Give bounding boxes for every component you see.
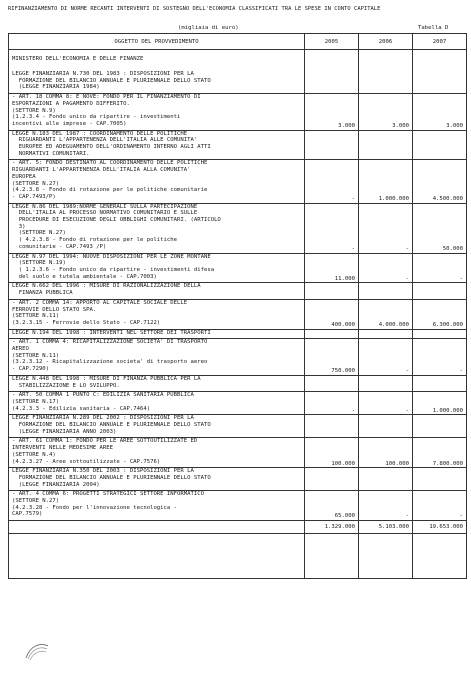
table-row <box>9 71 467 94</box>
row-description: - ART. 18 COMMA 8: E NOVE: FONDO PER IL FINANZIAMENTO DI ESPORTAZIONI A PAGAMENTO DIFFERITO. (SETTORE N.9) (1.2.3.4 - Fondo unico da ripartire - investimenti incentivi alle imprese - CAP.7005) <box>9 94 305 131</box>
table-row <box>9 438 467 468</box>
row-value-2006: 3.000 <box>359 94 413 131</box>
table-row <box>9 253 467 283</box>
row-description: LEGGE FINANZIARIA N.289 DEL 2002 : DISPOSIZIONI PER LA FORMAZIONE DEL BILANCIO ANNUALE E PLURIENNALE DELLO STATO (LEGGE FINANZIARIA ANNO 2003) <box>9 415 305 438</box>
row-value-2007 <box>413 71 467 94</box>
row-value-2007 <box>413 329 467 339</box>
table-body <box>9 50 467 521</box>
column-header-2006: 2006 <box>359 34 413 50</box>
row-value-2006 <box>359 283 413 299</box>
row-value-2005 <box>305 468 359 491</box>
row-description: - ART. 61 COMMA 1: FONDO PER LE AREE SOTTOUTILIZZATE ED INTERVENTI NELLE MEDESIME AREE (SETTORE N.4) (4.2.3.27 - Aree sottoutilizzate - CAP.7576) <box>9 438 305 468</box>
table-row <box>9 491 467 521</box>
row-value-2005: 11.000 <box>305 253 359 283</box>
row-value-2006 <box>359 130 413 160</box>
row-description: LEGGE N.183 DEL 1987 : COORDINAMENTO DELLE POLITICHE RIGUARDANTI L'APPARTENENZA DELL'ITALIA ALLE COMUNITA' EUROPEE ED ADEGUAMENTO DELL'ORDINAMENTO INTERNO AGLI ATTI NORMATIVI COMUNITARI. <box>9 130 305 160</box>
table-row <box>9 203 467 253</box>
table-row <box>9 415 467 438</box>
row-value-2005 <box>305 375 359 391</box>
total-2007: 19.653.000 <box>413 521 467 534</box>
ministry-name: MINISTERO DELL'ECONOMIA E DELLE FINANZE <box>9 50 305 64</box>
row-description: LEGGE N.194 DEL 1998 : INTERVENTI NEL SETTORE DEI TRASPORTI <box>9 329 305 339</box>
page-title: RIFINANZIAMENTO DI NORME RECANTI INTERVENTI DI SOSTEGNO DELL'ECONOMIA CLASSIFICATI TRA LE SPESE IN CONTO CAPITALE <box>8 6 381 12</box>
appropriations-table <box>8 33 467 579</box>
row-value-2005: 3.000 <box>305 94 359 131</box>
row-description: LEGGE N.448 DEL 1998 : MISURE DI FINANZA PUBBLICA PER LA STABILIZZAZIONE E LO SVILUPPO. <box>9 375 305 391</box>
row-value-2006: - <box>359 253 413 283</box>
row-description: LEGGE N.662 DEL 1996 : MISURE DI RAZIONALIZZAZIONE DELLA FINANZA PUBBLICA <box>9 283 305 299</box>
row-value-2007: 6.300.000 <box>413 299 467 329</box>
ministry-row <box>9 50 467 64</box>
row-value-2006: 100.000 <box>359 438 413 468</box>
row-value-2005: - <box>305 160 359 203</box>
table-row <box>9 392 467 415</box>
row-value-2007: 4.500.000 <box>413 160 467 203</box>
table-header-row <box>9 34 467 50</box>
row-description: LEGGE FINANZIARIA N.730 DEL 1983 : DISPOSIZIONI PER LA FORMAZIONE DEL BILANCIO ANNUALE E PLURIENNALE DELLO STATO (LEGGE FINANZIARIA 1984) <box>9 71 305 94</box>
row-description: LEGGE N.97 DEL 1994: NUOVE DISPOSIZIONI PER LE ZONE MONTANE (SETTORE N.19) ( 1.2.3.6 - Fondo unico da ripartire - investimenti difesa del suolo e tutela ambientale - CAP.7003) <box>9 253 305 283</box>
table-footer <box>9 521 467 579</box>
row-value-2005: - <box>305 392 359 415</box>
row-value-2006 <box>359 375 413 391</box>
column-header-2007: 2007 <box>413 34 467 50</box>
row-value-2007 <box>413 468 467 491</box>
row-description: - ART. 1 COMMA 4: RICAPITALIZZAZIONE SOCIETA' DI TRASPORTO AEREO (SETTORE N.11) (3.2.3.12 - Ricapitalizzazione societa' di trasporto aereo - CAP.7290) <box>9 339 305 376</box>
table-row <box>9 468 467 491</box>
row-value-2007 <box>413 130 467 160</box>
row-value-2005: - <box>305 203 359 253</box>
row-value-2006: - <box>359 491 413 521</box>
row-value-2006: 1.000.000 <box>359 160 413 203</box>
row-value-2005 <box>305 415 359 438</box>
row-value-2007: 7.800.000 <box>413 438 467 468</box>
column-header-2005: 2005 <box>305 34 359 50</box>
total-2006: 5.103.000 <box>359 521 413 534</box>
table-row <box>9 130 467 160</box>
row-value-2006 <box>359 468 413 491</box>
row-value-2006: - <box>359 339 413 376</box>
table-row <box>9 299 467 329</box>
total-2005: 1.329.000 <box>305 521 359 534</box>
row-value-2006: - <box>359 392 413 415</box>
total-row <box>9 521 467 534</box>
table-row <box>9 339 467 376</box>
row-value-2006 <box>359 71 413 94</box>
row-value-2006 <box>359 329 413 339</box>
table-row <box>9 375 467 391</box>
table-row <box>9 94 467 131</box>
row-value-2005 <box>305 130 359 160</box>
row-value-2006: 4.000.000 <box>359 299 413 329</box>
row-description: LEGGE FINANZIARIA N.350 DEL 2003 : DISPOSIZIONI PER LA FORMAZIONE DEL BILANCIO ANNUALE E PLURIENNALE DELLO STATO (LEGGE FINANZIARIA 2004) <box>9 468 305 491</box>
table-row <box>9 283 467 299</box>
row-value-2005 <box>305 329 359 339</box>
row-value-2007 <box>413 283 467 299</box>
row-value-2007: - <box>413 253 467 283</box>
row-value-2005: 750.000 <box>305 339 359 376</box>
row-value-2006: - <box>359 203 413 253</box>
row-value-2005: 400.000 <box>305 299 359 329</box>
row-value-2007 <box>413 375 467 391</box>
row-value-2007 <box>413 415 467 438</box>
table-row <box>9 160 467 203</box>
row-value-2005: 100.000 <box>305 438 359 468</box>
row-description: - ART. 4 COMMA 6: PROGETTI STRATEGICI SETTORE INFORMATICO (SETTORE N.27) (4.2.3.28 - Fondo per l'innovazione tecnologica - CAP.7579) <box>9 491 305 521</box>
row-value-2005: 65.000 <box>305 491 359 521</box>
table-row <box>9 329 467 339</box>
row-description: - ART. 50 COMMA 1 PUNTO C: EDILIZIA SANITARIA PUBBLICA (SETTORE N.17) (4.2.3.3 - Edilizia sanitaria - CAP.7464) <box>9 392 305 415</box>
row-value-2006 <box>359 415 413 438</box>
table-label: Tabella D <box>418 25 449 31</box>
row-value-2005 <box>305 283 359 299</box>
row-value-2007: - <box>413 491 467 521</box>
row-description: LEGGE N.86 DEL 1989:NORME GENERALI SULLA PARTECIPAZIONE DELL'ITALIA AL PROCESSO NORMATIVO COMUNITARIO E SULLE PROCEDURE DI ESECUZIONE DEGLI OBBLIGHI COMUNITARI. (ARTICOLO 3) (SETTORE N.27) ( 4.2.3.8 - Fondo di rotazione per le politiche comunitarie - CAP.7493 /P) <box>9 203 305 253</box>
unit-label: (migliaia di euro) <box>178 25 239 31</box>
row-value-2007: 3.000 <box>413 94 467 131</box>
row-description: - ART. 2 COMMA 14: APPORTO AL CAPITALE SOCIALE DELLE FERROVIE DELLO STATO SPA. (SETTORE N.11) (3.2.3.15 - Ferrovie dello Stato - CAP.7122) <box>9 299 305 329</box>
row-value-2007: 50.000 <box>413 203 467 253</box>
row-value-2007: 1.000.000 <box>413 392 467 415</box>
row-value-2005 <box>305 71 359 94</box>
row-description: - ART. 5: FONDO DESTINATO AL COORDINAMENTO DELLE POLITICHE RIGUARDANTI L'APPARTENENZA DELL'ITALIA ALLA COMUNITA' EUROPEA (SETTORE N.27) (4.2.3.8 - Fondo di rotazione per le politiche comunitarie - CAP.7493/P) <box>9 160 305 203</box>
stamp-mark <box>22 640 52 662</box>
column-header-subject: OGGETTO DEL PROVVEDIMENTO <box>9 34 305 50</box>
row-value-2007: - <box>413 339 467 376</box>
